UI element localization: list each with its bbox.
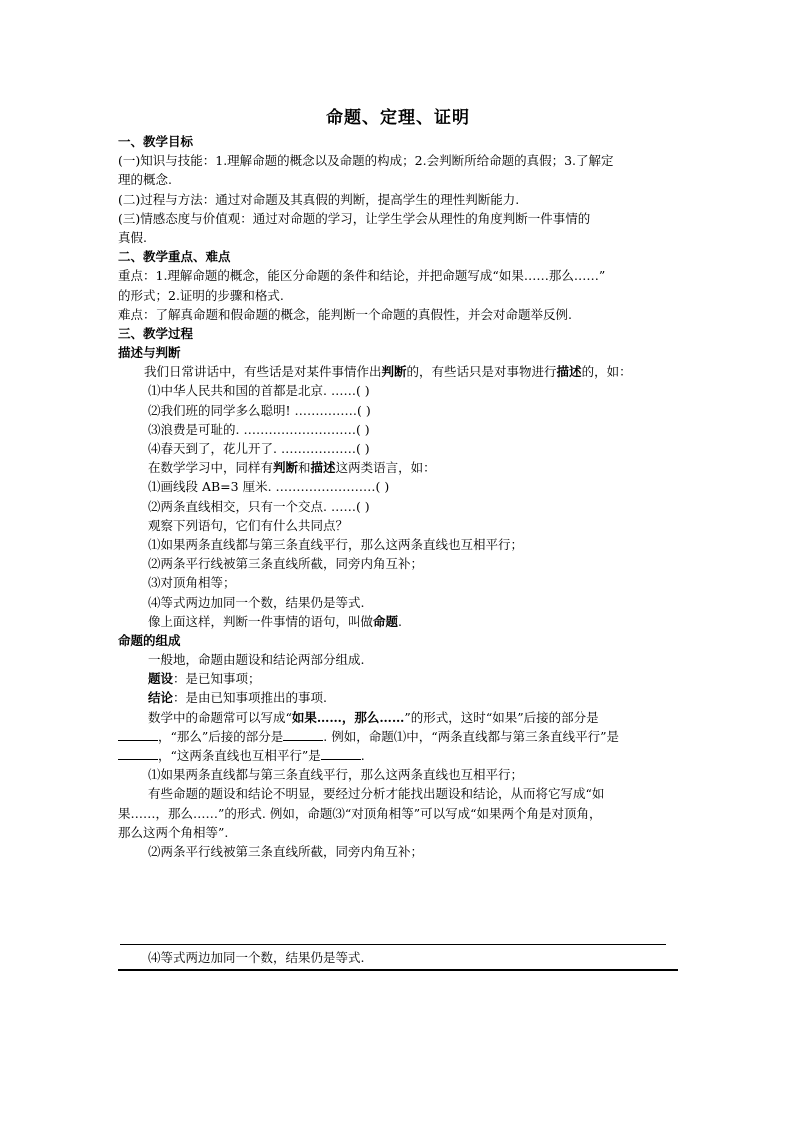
section-heading-objectives: 一、教学目标 [118,134,194,149]
paragraph-line: 的形式；2.证明的步骤和格式. [118,287,284,303]
text-run: . [398,613,403,629]
paragraph-line [118,458,678,477]
list-item: ⑵两条平行线被第三条直线所截，同旁内角互补； [148,556,424,572]
paragraph-line [118,612,678,631]
paragraph-line [118,688,678,707]
list-item: ⑵两条直线相交，只有一个交点. ……( ) [148,498,370,514]
paragraph-line: 有些命题的题设和结论不明显，要经过分析才能找出题设和结论，从而将它写成“如 [148,786,605,802]
text-run: 数学中的命题常可以写成“ [148,709,292,725]
text-run: 在数学学习中，同样有 [148,460,274,476]
subheading-describe-judge: 描述与判断 [118,345,181,361]
paragraph-line [118,669,678,688]
text-run: . 例如，命题⑴中，“两条直线都与第三条直线平行”是 [323,728,620,744]
text-run: 的，如： [581,364,632,380]
list-item: ⑷等式两边加同一个数，结果仍是等式. [148,950,365,965]
text-run: ”的形式，这时“如果”后接的部分是 [404,709,599,725]
paragraph-line: 观察下列语句，它们有什么共同点？ [148,517,349,533]
text-run: ，“这两条直线也互相平行”是 [158,748,321,763]
bold-term: 如果……，那么…… [291,709,405,725]
paragraph-line: 难点：了解真命题和假命题的概念，能判断一个命题的真假性，并会对命题举反例. [118,306,572,322]
bold-term: 描述 [310,460,336,476]
list-item: ⑴中华人民共和国的首都是北京. ……( ) [148,383,370,399]
list-item: ⑶对顶角相等； [148,575,236,591]
text-run: ：是已知事项； [173,671,261,687]
list-item: ⑵两条平行线被第三条直线所截，同旁内角互补； [148,843,424,859]
page-title: 命题、定理、证明 [326,108,470,128]
list-item: ⑷春天到了，花儿开了. ………………( ) [148,441,370,456]
paragraph-line: (一)知识与技能：1.理解命题的概念以及命题的构成；2.会判断所给命题的真假；3.了解定 [118,153,614,169]
fill-in-blank[interactable] [118,747,158,760]
document-page [118,104,678,861]
paragraph-line: 果……，那么……”的形式. 例如，命题⑶“对顶角相等”可以写成“如果两个角是对顶角， [118,805,602,821]
bold-term: 描述 [556,364,582,380]
paragraph-line: 真假. [118,229,147,245]
text-run: ：是由已知事项推出的事项. [173,690,327,706]
text-run: 这两类语言，如： [335,460,436,476]
paragraph-line: 理的概念. [118,172,172,188]
fill-in-blank[interactable] [321,747,361,760]
paragraph-line: 一般地，命题由题设和结论两部分组成. [148,652,365,668]
fill-in-blank[interactable] [118,728,158,741]
text-run: . [360,748,365,763]
bottom-rule [118,969,678,971]
fill-in-blank[interactable] [283,728,323,741]
list-item: ⑴如果两条直线都与第三条直线平行，那么这两条直线也互相平行； [148,767,524,783]
paragraph-line: 重点：1.理解命题的概念，能区分命题的条件和结论，并把命题写成“如果……那么……” [118,268,606,284]
bold-term: 结论 [148,690,174,706]
bold-term: 判断 [273,460,299,476]
text-run: 和 [298,460,311,476]
bold-term: 题设 [148,671,174,687]
bold-term: 命题 [373,613,399,629]
section-heading-keypoints: 二、教学重点、难点 [118,249,231,265]
paragraph-line: (二)过程与方法：通过对命题及其真假的判断，提高学生的理性判断能力. [118,191,520,207]
list-item: ⑷等式两边加同一个数，结果仍是等式. [148,594,365,610]
paragraph-line: 那么这两个角相等”. [118,824,229,840]
list-item: ⑴如果两条直线都与第三条直线平行，那么这两条直线也互相平行； [148,536,524,552]
answer-line[interactable] [120,944,666,945]
list-item: ⑴画线段 AB=3 厘米. ……………………( ) [148,479,390,495]
text-run: ，“那么”后接的部分是 [158,728,284,744]
subheading-proposition-structure: 命题的组成 [118,632,181,648]
paragraph-line [118,746,678,765]
paragraph-line [118,727,678,746]
bold-term: 判断 [381,364,407,380]
text-run: 的，有些话只是对事物进行 [406,364,557,380]
section-heading-process: 三、教学过程 [118,325,194,341]
text-run: 我们日常讲话中，有些话是对某件事情作出 [144,364,382,380]
list-item: ⑶浪费是可耻的. ………………………( ) [148,421,370,437]
list-item: ⑵我们班的同学多么聪明! ……………( ) [148,402,371,418]
paragraph-line [118,708,678,727]
text-run: 像上面这样，判断一件事情的语句，叫做 [148,613,374,629]
paragraph-line: (三)情感态度与价值观：通过对命题的学习，让学生学会从理性的角度判断一件事情的 [118,210,591,226]
paragraph-line [118,362,678,381]
